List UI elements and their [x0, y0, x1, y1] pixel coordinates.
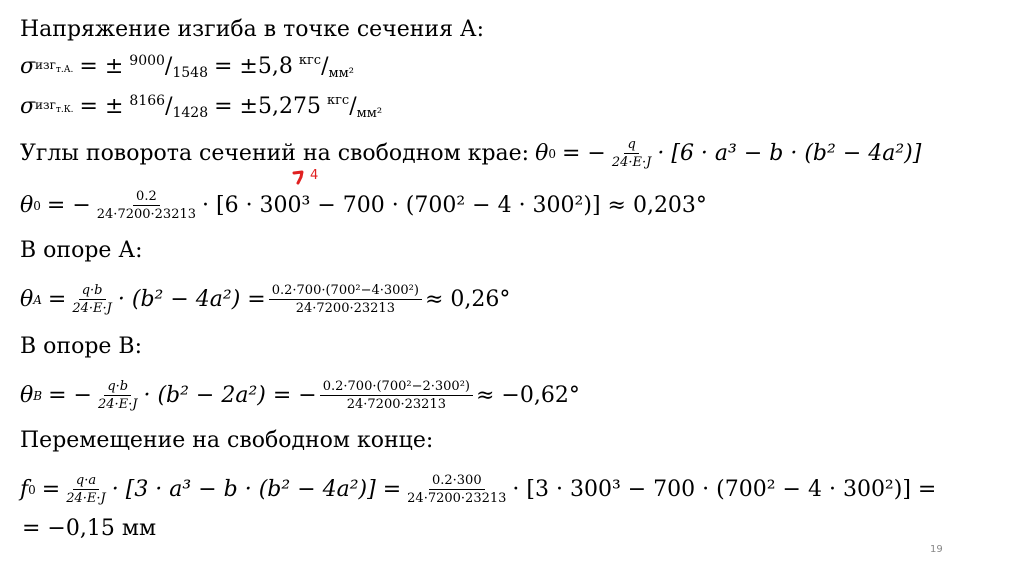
- equals: =: [41, 476, 61, 502]
- red-pen-mark-icon: [292, 170, 306, 186]
- unit: кгс / мм²: [326, 92, 383, 121]
- heading-text: Напряжение изгиба в точке сечения А:: [20, 17, 485, 42]
- result: = ±5,8: [213, 54, 293, 79]
- middle-expression: · [3 · a³ − b · (b² − 4a²)] =: [111, 476, 402, 502]
- page-number: 19: [930, 544, 943, 555]
- equals: = −: [48, 382, 92, 408]
- heading-support-a: [20, 240, 142, 262]
- equals-plusminus: = ±: [79, 94, 124, 119]
- result: = ±5,275: [214, 94, 321, 119]
- sigma-symbol: σ: [20, 54, 36, 79]
- equals: = −: [46, 192, 91, 218]
- fraction-numeric: $\frac{\text{0.2·700·(700²−2·300²)}}{24\cdot 7200\cdot 23213}$: [320, 380, 473, 411]
- fraction-numeric: $\frac{\text{0.2·700·(700²−4·300²)}}{24\cdot 7200\cdot 23213}$: [269, 284, 422, 315]
- theta-subscript: 0: [33, 198, 41, 213]
- formula-theta-a: [20, 284, 510, 315]
- support-a-text: В опоре А:: [20, 238, 143, 263]
- f-subscript: 0: [28, 482, 36, 497]
- formula-sigma-a: [20, 52, 354, 81]
- formula-theta0-general: [20, 138, 921, 169]
- formula-sigma-k: [20, 92, 383, 121]
- sigma-symbol: σ: [20, 94, 36, 119]
- f-symbol: f: [20, 476, 29, 502]
- fraction: $\frac{q\cdot b}{24\cdot E\cdot J}$: [72, 283, 112, 316]
- formula-theta0-numeric: [20, 190, 707, 221]
- heading-support-b: [20, 336, 142, 358]
- ratio: 9000 / 1548: [129, 53, 208, 81]
- equals: = −: [561, 140, 606, 166]
- heading-free-end: [20, 430, 433, 452]
- support-b-text: В опоре В:: [20, 334, 142, 359]
- bracket-expression: · [6 · a³ − b · (b² − 4a²)]: [657, 140, 922, 166]
- result: ≈ −0,62°: [475, 382, 580, 408]
- theta-symbol: θ: [20, 286, 34, 312]
- fraction: $\frac{q\cdot b}{24\cdot E\cdot J}$: [97, 379, 138, 412]
- equals-plusminus: = ±: [79, 54, 124, 79]
- theta-symbol: θ: [20, 382, 34, 408]
- sigma-subscript: изг$_{т.А.}$: [35, 58, 74, 75]
- slide: [20, 0, 1020, 574]
- annotation-marker: [292, 170, 318, 186]
- theta-subscript: A: [33, 292, 42, 307]
- fraction: $\frac{q\cdot a}{24\cdot E\cdot J}$: [66, 473, 106, 506]
- theta-symbol: θ: [535, 140, 549, 166]
- bracket-expression: · [3 · 300³ − 700 · (700² − 4 · 300²)] =: [512, 476, 937, 502]
- formula-f0: [20, 474, 936, 505]
- middle-expression: · (b² − 4a²) =: [117, 286, 266, 312]
- theta-subscript: B: [33, 388, 43, 403]
- fraction-numeric: $\frac{0.2\cdot 300}{24\cdot 7200\cdot 23213}$: [407, 473, 507, 506]
- sigma-subscript: изг$_{т.К.}$: [35, 98, 74, 115]
- bracket-expression: · [6 · 300³ − 700 · (700² − 4 · 300²)] ≈ 0,203°: [202, 192, 707, 218]
- fraction: $\frac{q}{24\cdot E\cdot J}$: [611, 137, 652, 170]
- equals: =: [47, 286, 67, 312]
- unit: кгс / мм²: [298, 52, 354, 81]
- theta-symbol: θ: [20, 192, 34, 218]
- theta-subscript: 0: [548, 146, 556, 161]
- ratio: 8166 / 1428: [129, 93, 209, 121]
- middle-expression: · (b² − 2a²) = −: [143, 382, 317, 408]
- rotation-heading: Углы поворота сечений на свободном крае:: [20, 140, 530, 166]
- fraction: $\frac{0.2}{24\cdot 7200\cdot 23213}$: [96, 189, 197, 222]
- formula-theta-b: [20, 380, 580, 411]
- formula-f0-result: [22, 518, 156, 540]
- heading-bending-stress: [20, 19, 484, 41]
- result: ≈ 0,26°: [424, 286, 511, 312]
- result: = −0,15 мм: [22, 516, 157, 541]
- annotation-number: 4: [310, 168, 319, 183]
- free-end-text: Перемещение на свободном конце:: [20, 428, 434, 453]
